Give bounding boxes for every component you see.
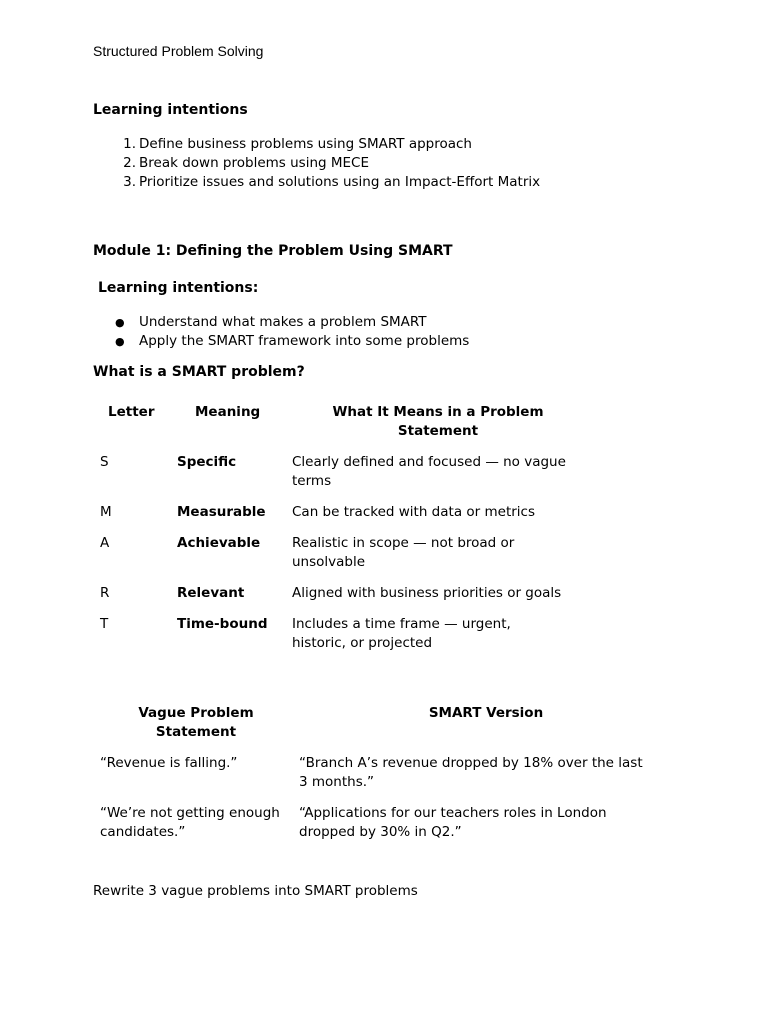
smart-question-heading: What is a SMART problem? bbox=[93, 364, 305, 380]
table-row bbox=[93, 503, 584, 534]
meaning-cell: Time-bound bbox=[177, 616, 268, 632]
letter-cell: R bbox=[100, 585, 110, 601]
list-item: ● Apply the SMART framework into some problems bbox=[115, 333, 470, 349]
table-header-row bbox=[93, 704, 673, 754]
exercise-instruction: Rewrite 3 vague problems into SMART problems bbox=[93, 883, 418, 899]
table-row bbox=[93, 584, 584, 615]
description-cell: Can be tracked with data or metrics bbox=[292, 504, 535, 520]
meaning-cell: Achievable bbox=[177, 535, 261, 551]
description-cell: Clearly defined and focused — no vague terms bbox=[292, 454, 566, 489]
list-item: 1. Define business problems using SMART approach bbox=[123, 136, 472, 152]
letter-cell: A bbox=[100, 535, 110, 551]
list-item: ● Understand what makes a problem SMART bbox=[115, 314, 427, 330]
smart-table bbox=[93, 403, 584, 665]
learning-intentions-list bbox=[123, 135, 541, 192]
description-cell: Realistic in scope — not broad or unsolvable bbox=[292, 535, 515, 570]
meaning-cell: Specific bbox=[177, 454, 237, 470]
vague-cell: “Revenue is falling.” bbox=[100, 755, 238, 771]
table-header-row bbox=[93, 403, 584, 453]
description-cell: Includes a time frame — urgent, historic, or projected bbox=[292, 616, 511, 651]
module-intentions-heading: Learning intentions: bbox=[98, 280, 259, 296]
bullet-icon: ● bbox=[115, 335, 125, 348]
letter-cell: S bbox=[100, 454, 109, 470]
document-header: Structured Problem Solving bbox=[93, 43, 264, 59]
table-row bbox=[93, 804, 673, 854]
description-cell: Aligned with business priorities or goals bbox=[292, 585, 562, 601]
column-header-smart: SMART Version bbox=[428, 705, 544, 721]
meaning-cell: Measurable bbox=[177, 504, 266, 520]
module-title: Module 1: Defining the Problem Using SMART bbox=[93, 243, 453, 259]
letter-cell: T bbox=[100, 616, 109, 632]
list-item: 2. Break down problems using MECE bbox=[123, 155, 369, 171]
column-header-description: What It Means in a Problem Statement bbox=[332, 404, 544, 439]
module-intentions-list bbox=[115, 313, 470, 351]
column-header-letter: Letter bbox=[108, 404, 155, 420]
table-row bbox=[93, 453, 584, 503]
letter-cell: M bbox=[100, 504, 112, 520]
meaning-cell: Relevant bbox=[177, 585, 245, 601]
table-row bbox=[93, 754, 673, 804]
examples-table bbox=[93, 704, 673, 854]
smart-cell: “Applications for our teachers roles in London dropped by 30% in Q2.” bbox=[299, 805, 607, 840]
table-row bbox=[93, 615, 584, 665]
column-header-meaning: Meaning bbox=[195, 404, 261, 420]
learning-intentions-heading: Learning intentions bbox=[93, 102, 248, 118]
column-header-vague: Vague Problem Statement bbox=[138, 705, 254, 740]
table-row bbox=[93, 534, 584, 584]
vague-cell: “We’re not getting enough candidates.” bbox=[100, 805, 280, 840]
list-item: 3. Prioritize issues and solutions using an Impact-Effort Matrix bbox=[123, 174, 541, 190]
bullet-icon: ● bbox=[115, 316, 125, 329]
smart-cell: “Branch A’s revenue dropped by 18% over the last 3 months.” bbox=[299, 755, 643, 790]
